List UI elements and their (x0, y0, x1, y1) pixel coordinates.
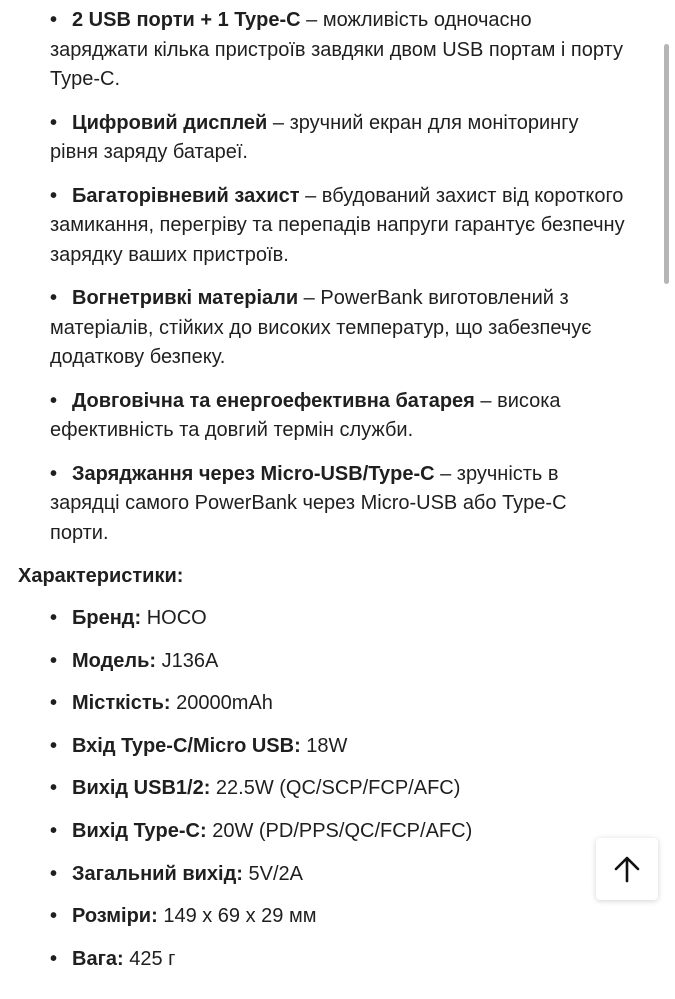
spec-value: 18W (300, 734, 348, 757)
spec-row (0, 647, 650, 676)
feature-text (50, 284, 628, 373)
feature-title: 2 USB порти + 1 Type-C (72, 9, 301, 31)
list-item (0, 460, 650, 549)
scrollbar-thumb[interactable] (664, 44, 669, 284)
spec-value: 20000mAh (170, 692, 273, 715)
bullet: • (50, 607, 58, 629)
feature-text (50, 6, 628, 95)
feature-title: Вогнетривкі матеріали (72, 287, 299, 309)
bullet: • (50, 819, 58, 842)
spec-value: J136A (156, 649, 219, 672)
feature-description: – вбудований захист від короткого замикання, перегріву та перепадів напруги гарантує безпечну зарядку ваших пристроїв. (50, 184, 625, 266)
spec-row (0, 902, 650, 931)
bullet: • (50, 947, 58, 970)
feature-title: Заряджання через Micro-USB/Type-C (72, 462, 435, 485)
feature-description: – зручність в зарядці самого PowerBank через Micro-USB або Type-C порти. (50, 462, 567, 544)
spec-label: Бренд: (72, 607, 142, 629)
list-item (0, 6, 650, 95)
spec-label: Вихід Type-C: (72, 819, 207, 842)
feature-text (50, 182, 628, 271)
feature-description: – можливість одночасно заряджати кілька пристроїв завдяки двом USB портам і порту Type-C. (50, 9, 623, 90)
spec-value: 22.5W (QC/SCP/FCP/AFC) (210, 777, 461, 800)
spec-label: Вага: (72, 947, 124, 970)
bullet: • (50, 389, 58, 412)
spec-value: 425 г (123, 947, 176, 970)
bullet: • (50, 777, 58, 800)
spec-label: Вхід Type-C/Micro USB: (72, 734, 301, 757)
list-item (0, 182, 650, 271)
feature-text (50, 460, 628, 549)
feature-description: – висока ефективність та довгий термін служби. (50, 389, 561, 441)
spec-label: Місткість: (72, 692, 171, 715)
list-item (0, 387, 650, 446)
specs-heading: Характеристики: (18, 565, 184, 587)
spec-value: 20W (PD/PPS/QC/FCP/AFC) (206, 819, 473, 842)
spec-value: HOCO (141, 607, 207, 629)
spec-list (0, 591, 650, 974)
scroll-to-top-button[interactable] (596, 838, 658, 900)
spec-row (0, 604, 650, 633)
spec-row (0, 860, 650, 889)
feature-title: Довговічна та енергоефективна батарея (72, 389, 475, 412)
bullet: • (50, 184, 58, 207)
spec-label: Модель: (72, 649, 157, 672)
bullet: • (50, 287, 58, 309)
spec-label: Загальний вихід: (72, 862, 243, 885)
spec-label: Вихід USB1/2: (72, 777, 211, 800)
arrow-up-icon (612, 854, 642, 884)
bullet: • (50, 905, 58, 928)
bullet: • (50, 462, 58, 485)
spec-row (0, 689, 650, 718)
spec-value: 5V/2A (242, 862, 304, 885)
feature-title: Багаторівневий захист (72, 184, 300, 207)
list-item (0, 109, 650, 168)
bullet: • (50, 649, 58, 672)
spec-label: Розміри: (72, 905, 158, 928)
feature-text (50, 109, 628, 168)
feature-text (50, 387, 628, 446)
spec-row (0, 774, 650, 803)
spec-row (0, 945, 650, 974)
bullet: • (50, 111, 58, 134)
bullet: • (50, 734, 58, 757)
feature-title: Цифровий дисплей (72, 111, 268, 134)
bullet: • (50, 9, 58, 31)
list-item (0, 284, 650, 373)
bullet: • (50, 692, 58, 715)
spec-row (0, 817, 650, 846)
spec-row (0, 732, 650, 761)
bullet: • (50, 862, 58, 885)
feature-description: – PowerBank виготовлений з матеріалів, стійких до високих температур, що забезпечує додаткову безпеку. (50, 287, 592, 368)
feature-description: – зручний екран для моніторингу рівня заряду батареї. (50, 111, 579, 163)
spec-value: 149 x 69 x 29 мм (157, 905, 317, 928)
